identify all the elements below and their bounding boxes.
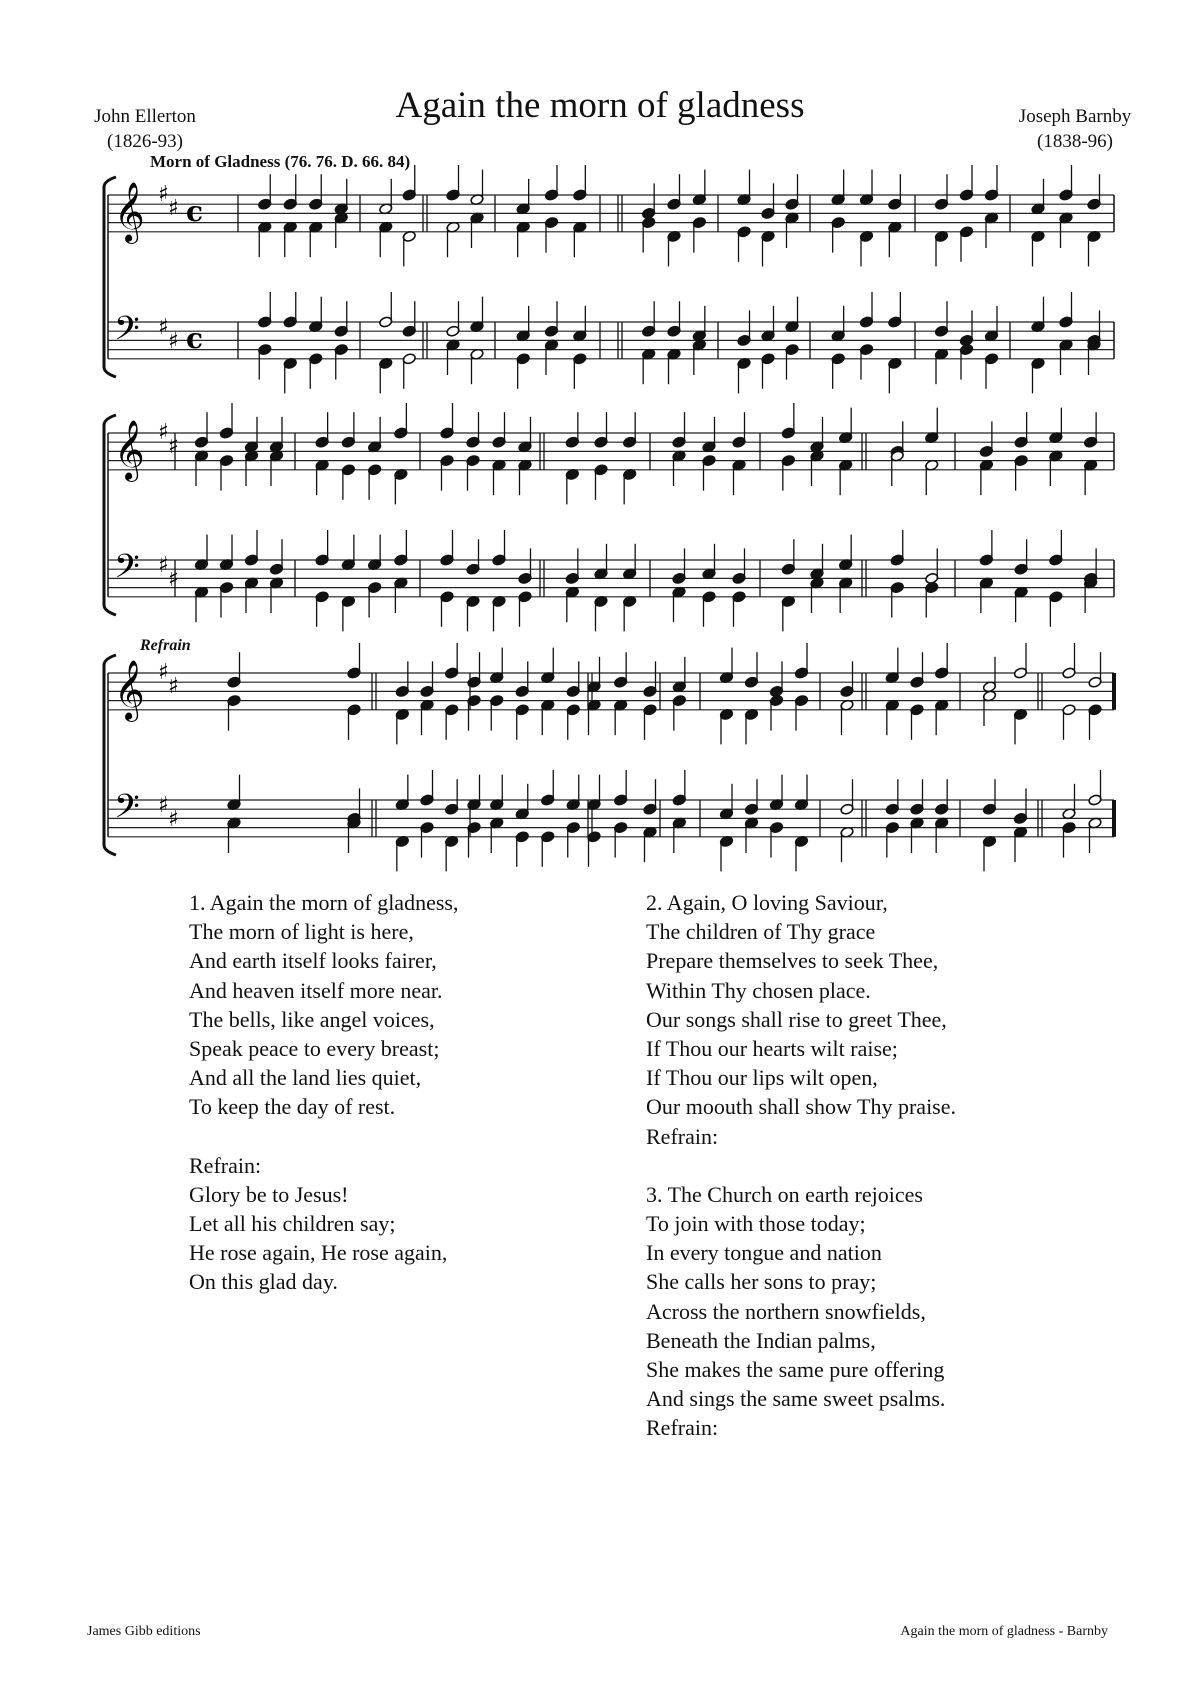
sharp-icon: ♯ [168, 567, 179, 592]
lyric-line: And all the land lies quiet, [189, 1065, 422, 1091]
refrain-marking: Refrain [140, 637, 191, 654]
lyric-line: The bells, like angel voices, [189, 1006, 435, 1032]
lyricist-name: John Ellerton [94, 106, 196, 127]
sharp-icon: ♯ [158, 182, 169, 207]
lyric-line: She makes the same pure offering [646, 1357, 945, 1382]
footer-title: Again the morn of gladness - Barnby [900, 1624, 1108, 1639]
sharp-icon: ♯ [158, 420, 169, 445]
sharp-icon: ♯ [168, 329, 179, 354]
sharp-icon: ♯ [158, 660, 169, 685]
lyric-line: Speak peace to every breast; [189, 1035, 440, 1061]
lyric-line: And heaven itself more near. [189, 977, 443, 1003]
tune-name: Morn of Gladness (76. 76. D. 66. 84) [150, 152, 411, 171]
lyric-line: The children of Thy grace [646, 919, 876, 945]
treble-clef-icon: 𝄞 [114, 660, 145, 720]
sharp-icon: ♯ [158, 793, 169, 818]
lyric-line: Refrain: [646, 1415, 719, 1441]
lyric-line: Our moouth shall show Thy praise. [646, 1094, 957, 1120]
sharp-icon: ♯ [158, 553, 169, 578]
sharp-icon: ♯ [168, 196, 179, 221]
sharp-icon: ♯ [168, 434, 179, 459]
lyric-line: Refrain: [189, 1152, 262, 1178]
verse-3 [646, 1180, 956, 1443]
lyric-line: Refrain: [646, 1123, 719, 1149]
lyric-line: Across the northern snowfields, [646, 1298, 926, 1324]
composer-dates: (1838-96) [1037, 131, 1113, 152]
sharp-icon: ♯ [168, 807, 179, 832]
bass-clef-icon: 𝄢 [114, 310, 140, 356]
lyric-line: To join with those today; [646, 1211, 866, 1237]
page-title: Again the morn of gladness [395, 85, 805, 126]
common-time-icon: c [186, 322, 204, 355]
composer-name: Joseph Barnby [1018, 106, 1132, 127]
treble-clef-icon: 𝄞 [114, 420, 145, 480]
footer-publisher: James Gibb editions [87, 1624, 201, 1639]
lyric-line: And earth itself looks fairer, [189, 948, 437, 974]
lyric-line: To keep the day of rest. [189, 1094, 396, 1120]
lyric-line: If Thou our hearts wilt raise; [646, 1035, 898, 1061]
lyric-line: Glory be to Jesus! [189, 1181, 349, 1207]
lyric-line: Beneath the Indian palms, [646, 1327, 876, 1353]
lyric-line: The morn of light is here, [189, 919, 414, 945]
lyric-line: And sings the same sweet psalms. [646, 1386, 946, 1412]
lyric-line: She calls her sons to pray; [646, 1269, 877, 1295]
lyric-line: Our songs shall rise to greet Thee, [646, 1006, 947, 1032]
bass-clef-icon: 𝄢 [114, 548, 140, 594]
lyricist-dates: (1826-93) [107, 131, 183, 152]
sharp-icon: ♯ [168, 674, 179, 699]
lyrics-column-right [646, 888, 956, 1443]
common-time-icon: c [186, 195, 204, 228]
lyric-line: 1. Again the morn of gladness, [189, 890, 459, 915]
verse-1 [189, 888, 458, 1122]
lyric-line: If Thou our lips wilt open, [646, 1065, 878, 1091]
lyric-line: 3. The Church on earth rejoices [646, 1181, 923, 1207]
verse-2 [646, 888, 956, 1151]
lyric-line: Let all his children say; [189, 1211, 396, 1237]
lyric-line: He rose again, He rose again, [189, 1240, 448, 1266]
lyrics-column-left [189, 888, 458, 1297]
lyric-line: Prepare themselves to seek Thee, [646, 948, 939, 974]
lyric-line: Within Thy chosen place. [646, 977, 871, 1003]
lyric-line: In every tongue and nation [646, 1240, 882, 1266]
refrain-text [189, 1151, 458, 1297]
lyric-line: On this glad day. [189, 1269, 338, 1295]
composer [1000, 104, 1150, 154]
sharp-icon: ♯ [158, 315, 169, 340]
lyric-line: 2. Again, O loving Saviour, [646, 890, 888, 915]
treble-clef-icon: 𝄞 [114, 182, 145, 242]
lyricist [70, 104, 220, 154]
bass-clef-icon: 𝄢 [114, 788, 140, 834]
